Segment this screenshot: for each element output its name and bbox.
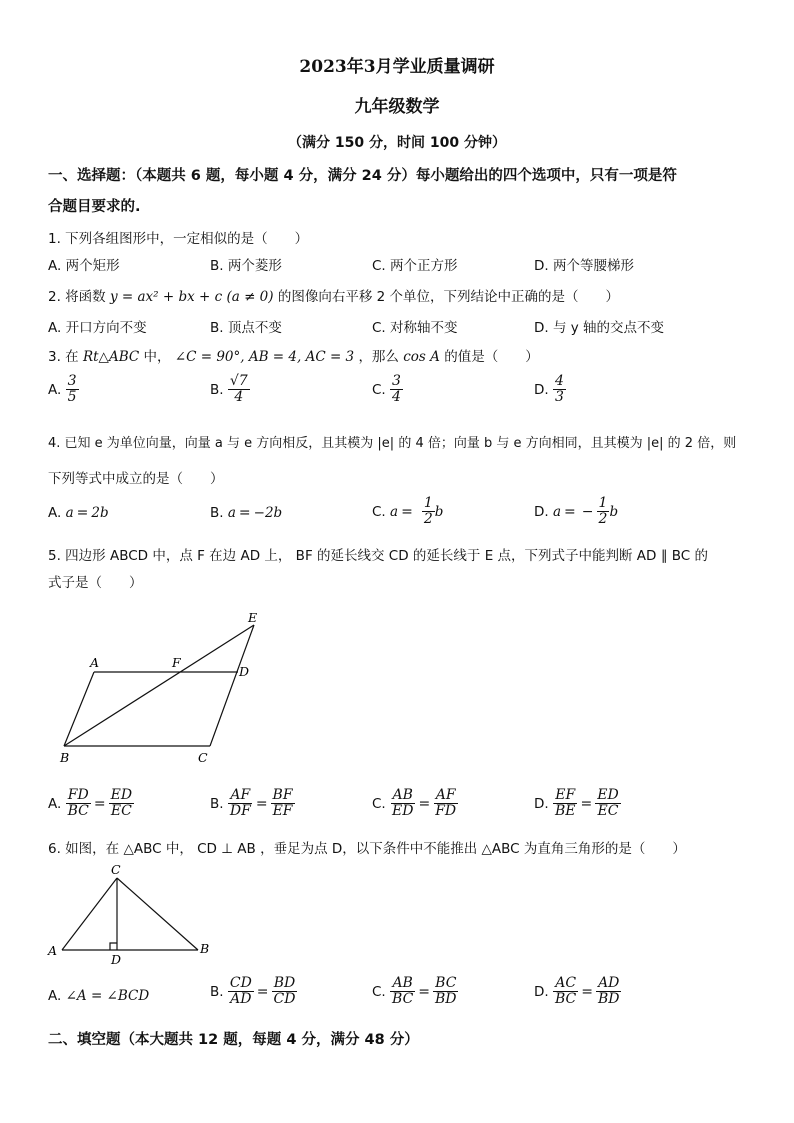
- q5-label-f: F: [172, 655, 181, 670]
- q3-triangle: Rt△ABC: [82, 349, 140, 365]
- section1-heading-line1: 一、选择题：（本题共 6 题，每小题 4 分，满分 24 分）每小题给出的四个选项中，只有一项是符: [48, 168, 677, 184]
- q3-stem-a: 3. 在: [48, 349, 79, 365]
- q2-option-c: C. 对称轴不变: [372, 320, 458, 336]
- q6-option-d: D. $\frac{AC}{BC}$ = $\frac{AD}{BD}$: [534, 975, 620, 1008]
- q2-stem: [48, 285, 619, 305]
- q3-option-b-letter: B.: [210, 381, 224, 398]
- q3-option-d-letter: D.: [534, 381, 549, 398]
- q4-option-d-letter: D.: [534, 503, 549, 520]
- q2-option-a: A. 开口方向不变: [48, 320, 147, 336]
- q4-option-b: B. a = −2b: [210, 505, 283, 521]
- q6-option-d-letter: D.: [534, 983, 549, 1000]
- q5-label-e: E: [248, 610, 258, 625]
- q6-label-a: A: [48, 943, 58, 958]
- q6-right-angle-mark: [110, 943, 117, 950]
- q6-edge-bc: [117, 878, 198, 950]
- q5-option-b: B. $\frac{AF}{DF}$ = $\frac{BF}{EF}$: [210, 787, 293, 820]
- q5-option-a-letter: A.: [48, 795, 62, 812]
- q4-option-c-var: b: [434, 503, 444, 520]
- q5-option-d-letter: D.: [534, 795, 549, 812]
- q6-option-b: B. $\frac{CD}{AD}$ = $\frac{BD}{CD}$: [210, 975, 296, 1008]
- q2-option-b: B. 顶点不变: [210, 320, 282, 336]
- q4-option-c-fraction: $\frac{1}{2}$: [423, 495, 433, 528]
- q4-option-a-lhs: a: [65, 505, 74, 521]
- q5-label-c: C: [198, 750, 208, 765]
- q5-option-c-letter: C.: [372, 795, 386, 812]
- q6-option-c-letter: C.: [372, 983, 386, 1000]
- q3-stem-d: 的值是（ ）: [444, 349, 539, 365]
- q1-option-a: A. 两个矩形: [48, 258, 120, 274]
- q1-stem: 1. 下列各组图形中，一定相似的是（ ）: [48, 231, 309, 247]
- q3-condition: ∠C = 90°, AB = 4, AC = 3: [174, 349, 355, 365]
- q4-option-b-lhs: a: [227, 505, 236, 521]
- q3-option-b-fraction: $\frac{√7}{4}$: [229, 373, 248, 406]
- page-title: 2023年3月学业质量调研: [299, 57, 495, 77]
- q2-formula: y = ax² + bx + c (a ≠ 0): [109, 289, 274, 305]
- section2-heading: 二、填空题（本大题共 12 题，每题 4 分，满分 48 分）: [48, 1032, 419, 1048]
- q2-stem-a: 2. 将函数: [48, 289, 106, 305]
- q4-option-d-fraction: $\frac{1}{2}$: [598, 495, 608, 528]
- q3-option-c-fraction: $\frac{3}{4}$: [392, 373, 401, 406]
- q5-option-b-letter: B.: [210, 795, 224, 812]
- q4-option-d-var: b: [609, 503, 619, 520]
- q4-option-c-letter: C.: [372, 503, 386, 520]
- q5-label-a: A: [90, 655, 100, 670]
- q3-option-c-letter: C.: [372, 381, 386, 398]
- q3-stem-b: 中，: [143, 349, 171, 365]
- q5-figure: [48, 608, 278, 770]
- section1-heading-line2: 合题目要求的.: [48, 199, 141, 215]
- q5-edge-ce: [210, 625, 254, 746]
- q3-option-b: [210, 374, 250, 406]
- q6-label-b: B: [200, 941, 210, 956]
- q3-option-c: [372, 374, 403, 406]
- q4-option-c: C. a = $\frac{1}{2}$ b: [372, 495, 444, 528]
- q5-option-a: A. $\frac{FD}{BC}$ = $\frac{ED}{EC}$: [48, 787, 133, 820]
- q3-stem: [48, 345, 539, 365]
- q6-figure: [44, 860, 224, 970]
- q1-option-c: C. 两个正方形: [372, 258, 458, 274]
- q4-option-d-sign: −: [581, 503, 594, 520]
- q6-label-d: D: [111, 952, 122, 967]
- q2-stem-b: 的图像向右平移 2 个单位，下列结论中正确的是（ ）: [277, 289, 619, 305]
- q3-target: cos A: [403, 349, 440, 365]
- q5-label-d: D: [239, 664, 250, 679]
- q5-option-d: D. $\frac{EF}{BE}$ = $\frac{ED}{EC}$: [534, 787, 619, 820]
- q3-option-a-letter: A.: [48, 381, 62, 398]
- q3-option-a-fraction: $\frac{3}{5}$: [67, 373, 77, 406]
- q3-stem-c: ，那么: [358, 349, 399, 365]
- q1-option-b: B. 两个菱形: [210, 258, 282, 274]
- q5-line2: 式子是（ ）: [48, 575, 143, 591]
- q6-line1: 6. 如图，在 △ABC 中， CD ⊥ AB ，垂足为点 D，以下条件中不能推出 △ABC 为直角三角形的是（ ）: [48, 841, 686, 857]
- q6-option-a-letter: A.: [48, 988, 62, 1004]
- q2-option-d: D. 与 y 轴的交点不变: [534, 320, 665, 336]
- q4-option-d: D. a = − $\frac{1}{2}$ b: [534, 495, 619, 528]
- q6-edge-ac: [62, 878, 117, 950]
- q5-edge-be: [64, 625, 254, 746]
- q6-option-b-letter: B.: [210, 983, 224, 1000]
- q5-line1: 5. 四边形 ABCD 中，点 F 在边 AD 上， BF 的延长线交 CD 的延长线于 E 点，下列式子中能判断 AD ∥ BC 的: [48, 548, 709, 564]
- score-note: （满分 150 分，时间 100 分钟）: [288, 135, 506, 151]
- q6-option-a: [48, 988, 149, 1004]
- q5-option-c: C. $\frac{AB}{ED}$ = $\frac{AF}{FD}$: [372, 787, 457, 820]
- q3-option-d-fraction: $\frac{4}{3}$: [554, 373, 564, 406]
- q4-line2: 下列等式中成立的是（ ）: [48, 471, 224, 487]
- q4-option-b-rhs: −2b: [253, 505, 283, 521]
- q5-edge-ab: [64, 672, 94, 746]
- q5-label-b: B: [60, 750, 70, 765]
- q4-option-a-letter: A.: [48, 505, 62, 521]
- q4-option-b-letter: B.: [210, 505, 224, 521]
- q4-line1: 4. 已知 e 为单位向量，向量 a 与 e 方向相反，且其模为 |e| 的 4 倍；向量 b 与 e 方向相同，且其模为 |e| 的 2 倍，则: [48, 436, 737, 451]
- q4-option-a-rhs: 2b: [91, 505, 109, 521]
- q6-option-a-text: ∠A = ∠BCD: [65, 988, 150, 1004]
- q3-option-d: [534, 374, 566, 406]
- q4-option-d-lhs: a: [552, 503, 562, 520]
- q4-option-a: A. a = 2b: [48, 505, 109, 521]
- page-subtitle: 九年级数学: [354, 97, 440, 117]
- q6-option-c: C. $\frac{AB}{BC}$ = $\frac{BC}{BD}$: [372, 975, 457, 1008]
- q1-option-d: D. 两个等腰梯形: [534, 258, 634, 274]
- q4-option-c-lhs: a: [390, 503, 399, 520]
- q6-label-c: C: [111, 862, 121, 877]
- q3-option-a: [48, 374, 79, 406]
